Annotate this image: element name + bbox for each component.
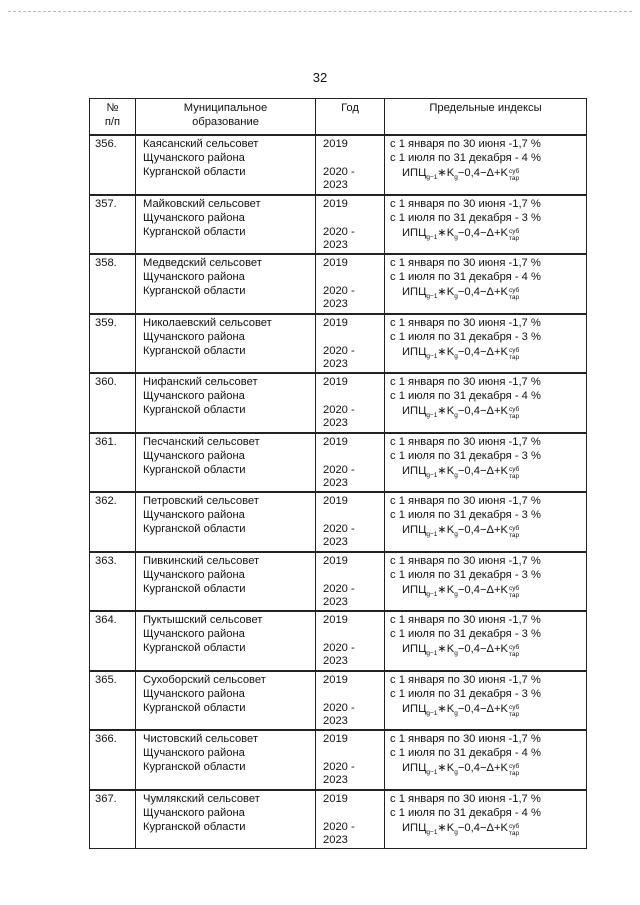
index-formula [390,523,586,539]
index-second-half: с 1 июля по 31 декабря - 4 % [390,747,541,759]
formula-k-sub: g [454,174,458,182]
table-row [90,790,587,849]
formula-k-sup: суб [508,406,520,413]
table-body [90,135,587,849]
formula-k-sup: суб [508,644,520,651]
formula-k-sup: суб [508,168,520,175]
year-cell [316,195,385,255]
formula-k-indices [509,644,519,658]
formula-middle: −0,4−Δ+K [457,464,508,477]
index-formula [390,226,586,242]
formula-k-sub: g [454,471,458,479]
year-cell [316,492,385,552]
limit-index-cell [385,254,587,314]
district-line: Щучанского района [143,806,245,819]
municipality-line: Чумлякский сельсовет [143,792,260,805]
index-second-half: с 1 июля по 31 декабря - 3 % [390,568,541,581]
limit-index-table [89,98,587,849]
formula-middle: −0,4−Δ+K [457,167,508,179]
year-range: 2020 - 2023 [323,463,355,489]
region-line: Курганской области [143,166,246,178]
year-first: 2019 [323,673,348,686]
year-range: 2020 - 2023 [323,344,355,370]
table-header-row [90,99,587,136]
formula-star-k: ∗K [437,226,455,239]
formula-ipc-sub: g−1 [426,590,438,598]
formula-star-k: ∗K [437,524,455,536]
formula-star-k: ∗K [437,167,455,179]
row-number: 366. [90,730,136,790]
index-second-half: с 1 июля по 31 декабря - 4 % [390,152,541,164]
formula-k-sub2: тар [508,829,520,837]
formula-k-indices [509,406,519,420]
formula-star-k: ∗K [437,286,455,298]
limit-index-cell [385,492,587,552]
municipality-name [136,671,316,731]
index-second-half: с 1 июля по 31 декабря - 3 % [390,211,541,224]
index-formula [390,821,586,837]
index-second-half: с 1 июля по 31 декабря - 3 % [390,628,541,640]
index-second-half: с 1 июля по 31 декабря - 3 % [390,330,541,343]
district-line: Щучанского района [143,211,245,224]
formula-k-sub2: тар [508,413,520,420]
municipality-line: Пивкинский сельсовет [143,554,260,567]
index-formula [390,702,586,718]
formula-k-sub: g [454,352,458,360]
index-formula [390,761,586,777]
year-first: 2019 [323,376,348,388]
row-number: 357. [90,195,136,255]
formula-k-sup: суб [508,525,520,532]
formula-middle: −0,4−Δ+K [457,524,508,536]
year-cell [316,730,385,790]
formula-k-sub: g [454,412,458,420]
district-line: Щучанского района [143,628,245,640]
limit-index-cell [385,373,587,433]
table-row [90,730,587,790]
year-cell [316,254,385,314]
region-line: Курганской области [143,701,246,714]
municipality-name [136,730,316,790]
municipality-name [136,373,316,433]
municipality-name [136,492,316,552]
year-range: 2020 - 2023 [323,642,355,667]
municipality-name [136,433,316,493]
region-line: Курганской области [143,404,246,416]
year-first: 2019 [323,257,348,269]
formula-k-sub: g [454,293,458,301]
district-line: Щучанского района [143,271,245,283]
formula-k-indices [509,763,519,777]
region-line: Курганской области [143,463,246,476]
index-formula [390,404,586,420]
index-first-half: с 1 января по 30 июня -1,7 % [390,376,541,388]
index-second-half: с 1 июля по 31 декабря - 4 % [390,390,541,402]
formula-k-sup: суб [508,584,520,592]
formula-ipc-sub: g−1 [426,709,438,717]
index-first-half: с 1 января по 30 июня -1,7 % [390,673,541,686]
year-first: 2019 [323,197,348,210]
index-first-half: с 1 января по 30 июня -1,7 % [390,554,541,567]
formula-k-indices [509,168,519,182]
formula-ipc: ИПЦ [402,345,427,358]
formula-star-k: ∗K [437,345,455,358]
formula-k-indices [509,466,519,480]
row-number: 363. [90,552,136,612]
limit-index-cell [385,195,587,255]
formula-k-indices [509,585,519,599]
year-first: 2019 [323,495,348,507]
formula-k-sub: g [454,769,458,777]
region-line: Курганской области [143,285,246,297]
municipality-line: Николаевский сельсовет [143,316,272,329]
formula-k-sup: суб [508,465,520,473]
formula-k-sub2: тар [508,175,520,182]
municipality-name [136,135,316,195]
formula-k-sup: суб [508,346,520,354]
index-second-half: с 1 июля по 31 декабря - 3 % [390,509,541,521]
district-line: Щучанского района [143,509,245,521]
municipality-line: Чистовский сельсовет [143,733,258,745]
formula-k-sup: суб [508,763,520,770]
district-line: Щучанского района [143,449,245,462]
formula-k-sub2: тар [508,770,520,777]
limit-index-cell [385,790,587,849]
formula-k-sup: суб [508,822,520,830]
formula-ipc-sub: g−1 [426,531,438,539]
index-first-half: с 1 января по 30 июня -1,7 % [390,316,541,329]
formula-ipc: ИПЦ [402,464,427,477]
formula-star-k: ∗K [437,762,455,774]
municipality-line: Медведский сельсовет [143,257,262,269]
table-row [90,552,587,612]
formula-middle: −0,4−Δ+K [457,583,508,596]
formula-middle: −0,4−Δ+K [457,286,508,298]
municipality-line: Пуктышский сельсовет [143,614,263,626]
formula-k-sub2: тар [508,294,520,301]
formula-star-k: ∗K [437,702,455,715]
limit-index-cell [385,730,587,790]
municipality-line: Нифанский сельсовет [143,376,258,388]
formula-k-sub2: тар [508,651,520,658]
limit-index-cell [385,671,587,731]
municipality-line: Петровский сельсовет [143,495,259,507]
limit-index-cell [385,314,587,374]
header-year: Год [316,99,385,136]
formula-ipc: ИПЦ [402,821,427,834]
year-cell [316,373,385,433]
formula-ipc: ИПЦ [402,702,427,715]
formula-middle: −0,4−Δ+K [457,762,508,774]
formula-star-k: ∗K [437,821,455,834]
top-border-line [8,11,632,12]
limit-index-cell [385,433,587,493]
formula-k-sub2: тар [508,353,520,361]
table-row [90,433,587,493]
year-first: 2019 [323,614,348,626]
year-range: 2020 - 2023 [323,523,355,548]
formula-middle: −0,4−Δ+K [457,821,508,834]
row-number: 359. [90,314,136,374]
row-number: 361. [90,433,136,493]
formula-ipc-sub: g−1 [426,769,438,777]
formula-ipc-sub: g−1 [426,352,438,360]
formula-star-k: ∗K [437,583,455,596]
formula-middle: −0,4−Δ+K [457,226,508,239]
year-range: 2020 - 2023 [323,166,355,191]
index-first-half: с 1 января по 30 июня -1,7 % [390,197,541,210]
row-number: 367. [90,790,136,849]
municipality-name [136,790,316,849]
table-row [90,195,587,255]
municipality-name [136,314,316,374]
formula-middle: −0,4−Δ+K [457,643,508,655]
index-formula [390,642,586,658]
formula-ipc-sub: g−1 [426,174,438,182]
formula-ipc: ИПЦ [402,167,427,179]
table-row [90,135,587,195]
municipality-line: Каясанский сельсовет [143,138,259,150]
formula-ipc: ИПЦ [402,405,427,417]
municipality-line: Сухоборский сельсовет [143,673,266,686]
district-line: Щучанского района [143,330,245,343]
region-line: Курганской области [143,523,246,535]
page-number: 32 [312,70,328,85]
table-row [90,671,587,731]
municipality-name [136,552,316,612]
year-cell [316,790,385,849]
year-first: 2019 [323,138,348,150]
year-range: 2020 - 2023 [323,285,355,310]
index-formula [390,285,586,301]
header-municipality: Муниципальное образование [136,99,316,136]
formula-k-sup: суб [508,703,520,711]
year-cell [316,314,385,374]
year-cell [316,611,385,671]
formula-k-indices [509,704,519,718]
formula-ipc: ИПЦ [402,226,427,239]
index-formula [390,464,586,480]
index-first-half: с 1 января по 30 июня -1,7 % [390,733,541,745]
formula-ipc-sub: g−1 [426,471,438,479]
index-second-half: с 1 июля по 31 декабря - 3 % [390,687,541,700]
year-first: 2019 [323,733,348,745]
table-row [90,611,587,671]
formula-star-k: ∗K [437,464,455,477]
formula-k-indices [509,228,519,242]
formula-star-k: ∗K [437,405,455,417]
formula-ipc: ИПЦ [402,524,427,536]
year-first: 2019 [323,792,348,805]
region-line: Курганской области [143,582,246,595]
district-line: Щучанского района [143,390,245,402]
year-cell [316,671,385,731]
formula-ipc: ИПЦ [402,643,427,655]
table-row [90,254,587,314]
formula-middle: −0,4−Δ+K [457,405,508,417]
index-first-half: с 1 января по 30 июня -1,7 % [390,435,541,448]
formula-k-sub: g [454,233,458,241]
index-formula [390,166,586,182]
formula-k-sub: g [454,590,458,598]
formula-k-indices [509,287,519,301]
year-first: 2019 [323,316,348,329]
formula-k-sub2: тар [508,472,520,480]
index-first-half: с 1 января по 30 июня -1,7 % [390,138,541,150]
row-number: 360. [90,373,136,433]
year-first: 2019 [323,435,348,448]
formula-ipc-sub: g−1 [426,233,438,241]
header-number: № п/п [90,99,136,136]
formula-ipc-sub: g−1 [426,650,438,658]
year-range: 2020 - 2023 [323,404,355,429]
index-second-half: с 1 июля по 31 декабря - 4 % [390,806,541,819]
year-cell [316,433,385,493]
formula-k-sup: суб [508,227,520,235]
formula-ipc: ИПЦ [402,583,427,596]
index-first-half: с 1 января по 30 июня -1,7 % [390,614,541,626]
index-first-half: с 1 января по 30 июня -1,7 % [390,495,541,507]
formula-middle: −0,4−Δ+K [457,345,508,358]
row-number: 362. [90,492,136,552]
region-line: Курганской области [143,642,246,654]
district-line: Щучанского района [143,152,245,164]
index-first-half: с 1 января по 30 июня -1,7 % [390,257,541,269]
index-formula [390,583,586,599]
year-cell [316,135,385,195]
formula-ipc: ИПЦ [402,286,427,298]
table-row [90,492,587,552]
formula-k-sub: g [454,531,458,539]
table-row [90,373,587,433]
index-first-half: с 1 января по 30 июня -1,7 % [390,792,541,805]
formula-middle: −0,4−Δ+K [457,702,508,715]
year-range: 2020 - 2023 [323,582,355,608]
row-number: 365. [90,671,136,731]
district-line: Щучанского района [143,568,245,581]
formula-star-k: ∗K [437,643,455,655]
formula-k-sub2: тар [508,591,520,599]
row-number: 364. [90,611,136,671]
formula-ipc: ИПЦ [402,762,427,774]
row-number: 356. [90,135,136,195]
formula-k-indices [509,823,519,837]
municipality-line: Песчанский сельсовет [143,435,260,448]
year-range: 2020 - 2023 [323,761,355,786]
formula-k-sub: g [454,709,458,717]
municipality-name [136,195,316,255]
district-line: Щучанского района [143,747,245,759]
formula-k-indices [509,347,519,361]
region-line: Курганской области [143,761,246,773]
year-first: 2019 [323,554,348,567]
limit-index-cell [385,135,587,195]
district-line: Щучанского района [143,687,245,700]
row-number: 358. [90,254,136,314]
limit-index-cell [385,611,587,671]
formula-k-sub2: тар [508,532,520,539]
formula-k-indices [509,525,519,539]
formula-k-sub2: тар [508,710,520,718]
formula-k-sup: суб [508,287,520,294]
municipality-name [136,254,316,314]
year-range: 2020 - 2023 [323,820,355,846]
index-second-half: с 1 июля по 31 декабря - 4 % [390,271,541,283]
municipality-line: Майковский сельсовет [143,197,261,210]
formula-k-sub: g [454,650,458,658]
limit-index-cell [385,552,587,612]
municipality-name [136,611,316,671]
index-second-half: с 1 июля по 31 декабря - 3 % [390,449,541,462]
year-range: 2020 - 2023 [323,225,355,251]
formula-ipc-sub: g−1 [426,293,438,301]
region-line: Курганской области [143,820,246,833]
region-line: Курганской области [143,225,246,238]
formula-k-sub: g [454,828,458,836]
year-cell [316,552,385,612]
region-line: Курганской области [143,344,246,357]
formula-k-sub2: тар [508,234,520,242]
formula-ipc-sub: g−1 [426,828,438,836]
index-formula [390,345,586,361]
year-range: 2020 - 2023 [323,701,355,727]
header-limit-indices: Предельные индексы [385,99,587,136]
formula-ipc-sub: g−1 [426,412,438,420]
table-row [90,314,587,374]
